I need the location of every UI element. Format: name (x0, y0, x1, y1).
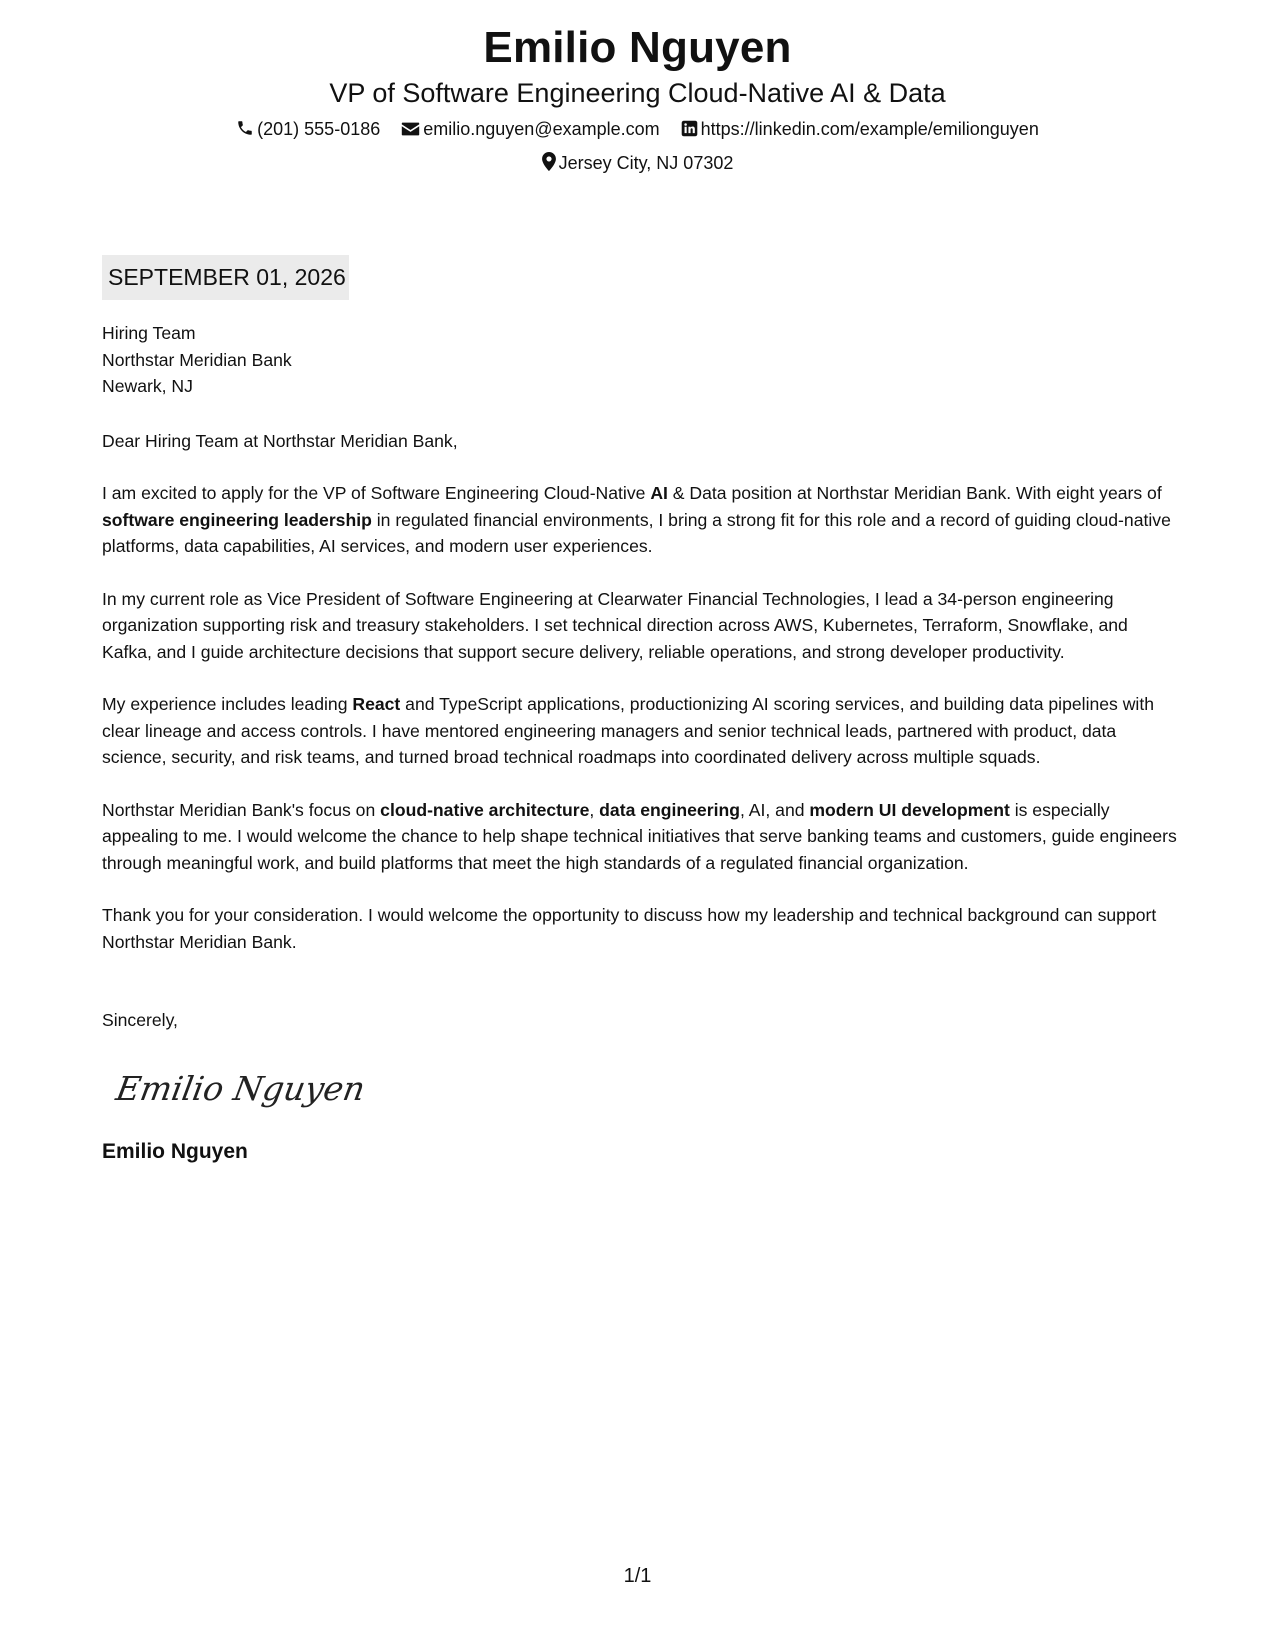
linkedin-text[interactable]: https://linkedin.com/example/emilionguyen (700, 119, 1039, 140)
paragraph-closing: Thank you for your consideration. I would welcome the opportunity to discuss how my leadership and technical background can support Northstar Meridian Bank. (102, 905, 1157, 952)
paragraph-experience: My experience includes leading React and TypeScript applications, productionizing AI scoring services, and building data pipelines with clear lineage and access controls. I have mentored engineering managers and senior technical leads, partnered with product, data science, security, and risk teams, and turned broad technical roadmaps into coordinated delivery across multiple squads. (102, 694, 1155, 767)
location-row (0, 149, 1275, 174)
applicant-name: Emilio Nguyen (483, 23, 792, 72)
letter-body (102, 320, 1177, 1166)
linkedin-icon (681, 120, 698, 137)
page-number: 1/1 (623, 1565, 652, 1587)
phone-icon (236, 119, 254, 137)
salutation: Dear Hiring Team at Northstar Meridian Bank, (102, 430, 458, 451)
closing: Sincerely, (102, 1010, 178, 1030)
email-text[interactable]: emilio.nguyen@example.com (423, 119, 660, 140)
paragraph-intro: I am excited to apply for the VP of Software Engineering Cloud-Native AI & Data position at Northstar Meridian Bank. With eight years of software engineering leadership in regulated financial environments, I bring a strong fit for this role and a record of guiding cloud-native platforms, data capabilities, AI services, and modern user experiences. (102, 483, 1171, 556)
location-text: Jersey City, NJ 07302 (558, 152, 734, 173)
svg-text:Emilio Nguyen: Emilio Nguyen (113, 1068, 369, 1108)
letter-header (0, 22, 1275, 175)
paragraph-motivation: Northstar Meridian Bank's focus on cloud-native architecture, data engineering, AI, and modern UI development is especially appealing to me. I would welcome the chance to help shape technical initiatives that serve banking teams and customers, guide engineers through meaningful work, and build platforms that meet the high standards of a regulated financial organization. (102, 799, 1177, 873)
applicant-role: VP of Software Engineering Cloud-Native AI & Data (329, 78, 946, 108)
letter-date: SEPTEMBER 01, 2026 (102, 255, 349, 300)
recipient-line: Hiring Team (102, 323, 196, 343)
envelope-icon (401, 121, 420, 137)
phone-contact (236, 117, 380, 141)
paragraph-current-role: In my current role as Vice President of Software Engineering at Clearwater Financial Technologies, I lead a 34-person engineering organization supporting risk and treasury stakeholders. I set technical direction across AWS, Kubernetes, Terraform, Snowflake, and Kafka, and I guide architecture decisions that support secure delivery, reliable operations, and strong developer productivity. (102, 588, 1128, 662)
location-contact (542, 151, 734, 175)
signer-name: Emilio Nguyen (102, 1139, 248, 1163)
recipient-line: Northstar Meridian Bank (102, 349, 292, 370)
email-contact[interactable] (401, 117, 659, 141)
phone-text: (201) 555-0186 (257, 119, 381, 140)
map-pin-icon (542, 152, 556, 171)
recipient-line: Newark, NJ (102, 376, 193, 396)
linkedin-contact[interactable] (681, 117, 1039, 141)
recipient-block (102, 320, 1177, 400)
contact-row (0, 116, 1275, 141)
signature-image (113, 1058, 1177, 1120)
